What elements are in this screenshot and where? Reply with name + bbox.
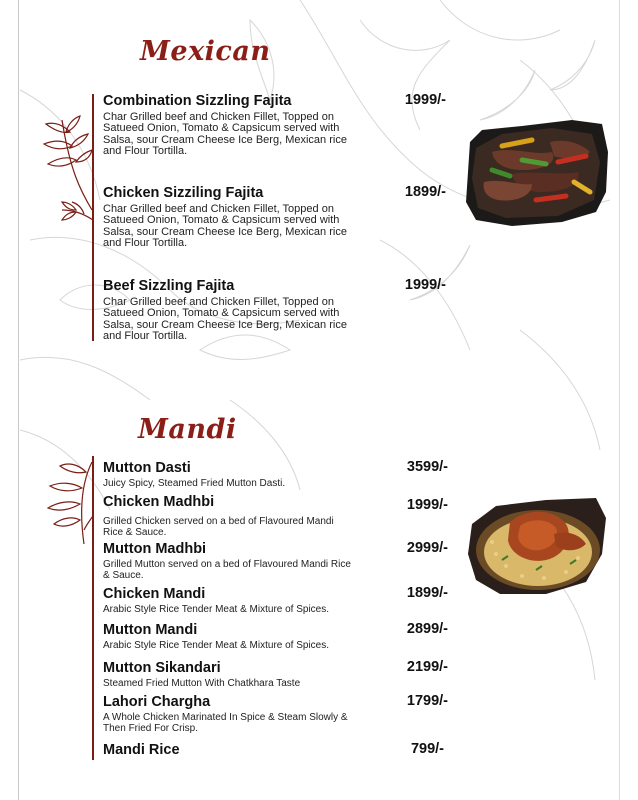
- leaf-branch-small-icon: [60, 190, 94, 230]
- item-name: Mutton Sikandari: [103, 660, 221, 676]
- menu-item: [103, 621, 448, 652]
- item-price: 1999/-: [404, 92, 446, 108]
- item-description: Char Grilled beef and Chicken Fillet, Topped on Satueed Onion, Tomato & Capsicum served with Salsa, sour Cream Cheese Ice Berg, Mexican rice and Flour Tortilla.: [103, 203, 347, 249]
- item-price: 1899/-: [406, 585, 448, 601]
- item-description: Arabic Style Rice Tender Meat & Mixture of Spices.: [103, 604, 330, 615]
- menu-item: [103, 184, 448, 249]
- item-name: Mutton Madhbi: [103, 541, 207, 557]
- item-name: Mandi Rice: [103, 742, 180, 758]
- menu-item: [103, 277, 448, 342]
- page-border-right: [619, 0, 620, 800]
- item-description: Arabic Style Rice Tender Meat & Mixture of Spices.: [103, 640, 330, 651]
- menu-item: [103, 693, 448, 734]
- item-description: Char Grilled beef and Chicken Fillet, Topped on Satueed Onion, Tomato & Capsicum served with Salsa, sour Cream Cheese Ice Berg, Mexican rice and Flour Tortilla.: [103, 111, 347, 157]
- item-name: Chicken Sizziling Fajita: [103, 185, 264, 201]
- section-title-mexican: Mexican: [140, 36, 271, 67]
- item-description: Grilled Chicken served on a bed of Flavoured Mandi Rice & Sauce.: [103, 516, 334, 538]
- fajita-platter-image: [462, 112, 610, 232]
- item-price: 3599/-: [406, 459, 448, 475]
- item-description: Steamed Fried Mutton With Chatkhara Taste: [103, 678, 301, 689]
- item-name: Beef Sizzling Fajita: [103, 278, 235, 294]
- mandi-platter-image: [466, 494, 608, 598]
- menu-item: [103, 92, 448, 157]
- item-description: A Whole Chicken Marinated In Spice & Steam Slowly & Then Fried For Crisp.: [103, 712, 348, 734]
- item-price: 2199/-: [406, 659, 448, 675]
- item-name: Chicken Madhbi: [103, 494, 215, 510]
- menu-item: [103, 493, 448, 538]
- item-name: Mutton Dasti: [103, 460, 191, 476]
- item-name: Lahori Chargha: [103, 694, 211, 710]
- menu-item: [103, 459, 448, 490]
- section-title-mandi: Mandi: [138, 414, 237, 445]
- menu-item: [103, 585, 448, 616]
- item-price: 1999/-: [404, 277, 446, 293]
- item-price: 1899/-: [404, 184, 446, 200]
- page-border-left: [18, 0, 19, 800]
- item-price: 1799/-: [406, 693, 448, 709]
- leaf-branch-icon: [44, 458, 94, 548]
- menu-item: [103, 741, 448, 759]
- item-price: 1999/-: [406, 497, 448, 513]
- item-name: Chicken Mandi: [103, 586, 206, 602]
- menu-item: [103, 659, 448, 690]
- item-description: Juicy Spicy, Steamed Fried Mutton Dasti.: [103, 478, 286, 489]
- item-description: Char Grilled beef and Chicken Fillet, Topped on Satueed Onion, Tomato & Capsicum served with Salsa, sour Cream Cheese Ice Berg, Mexican rice and Flour Tortilla.: [103, 296, 347, 342]
- menu-item: [103, 540, 448, 581]
- item-price: 2999/-: [406, 540, 448, 556]
- item-description: Grilled Mutton served on a bed of Flavoured Mandi Rice & Sauce.: [103, 559, 351, 581]
- item-name: Combination Sizzling Fajita: [103, 93, 292, 109]
- item-price: 2899/-: [406, 621, 448, 637]
- item-price: 799/-: [410, 741, 444, 757]
- item-name: Mutton Mandi: [103, 622, 198, 638]
